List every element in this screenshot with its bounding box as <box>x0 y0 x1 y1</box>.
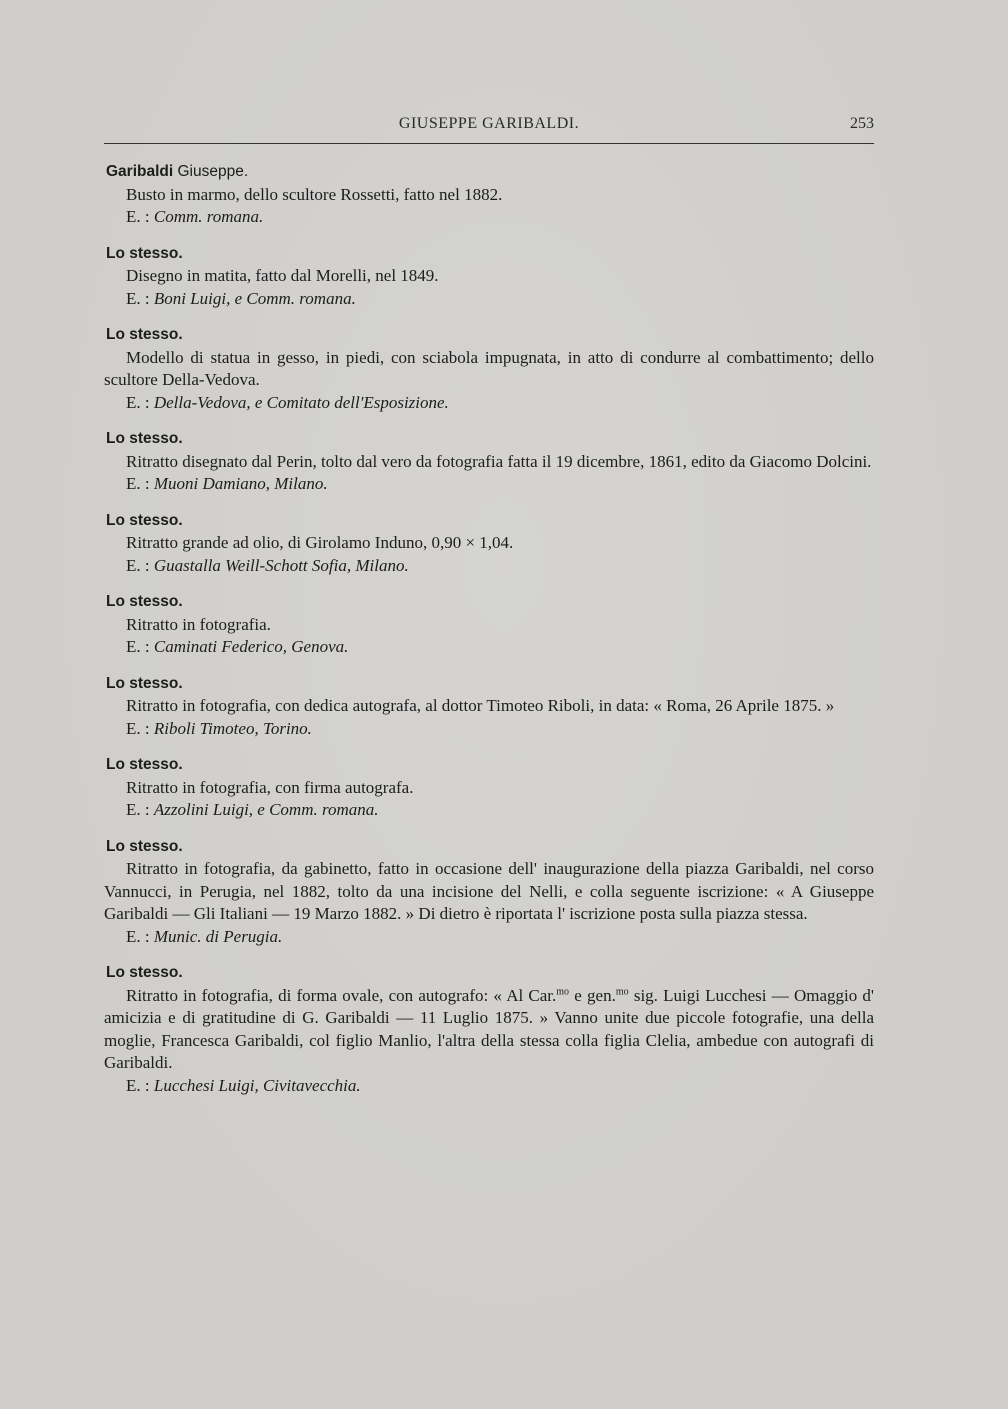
entry-description: Ritratto in fotografia. <box>126 614 271 634</box>
entry-owner: E. : Boni Luigi, e Comm. romana. <box>126 288 356 308</box>
catalog-entry <box>104 836 874 949</box>
entry-description: Busto in marmo, dello scultore Rossetti, fatto nel 1882. <box>126 184 503 204</box>
entry-heading: Lo stesso. <box>106 511 183 529</box>
entry-heading: Lo stesso. <box>106 430 183 447</box>
entries-list <box>104 161 874 948</box>
entry-description: Ritratto in fotografia, di forma ovale, con autografo: « Al Car.$^{mo}$ e gen.$^{mo}$ sig. Luigi Lucchesi — Omaggio d' amicizia e di gratitudine di G. Garibaldi — 11 Luglio 1875. » Vanno unite due piccole fotografie, una della moglie, Francesca Garibaldi, col figlio Manlio, l'altra della stessa colla figlia Clelia, ambedue con autografi di Garibaldi. <box>104 985 874 1072</box>
entry-description: Ritratto disegnato dal Perin, tolto dal vero da fotografia fatta il 19 dicembre, 1861, edito da Giacomo Dolcini. <box>126 451 872 471</box>
page-header <box>104 113 874 144</box>
entry-heading: Lo stesso. <box>106 756 183 773</box>
entry-heading: Lo stesso. <box>106 837 183 855</box>
catalog-entry <box>104 962 874 1097</box>
running-title: GIUSEPPE GARIBALDI. <box>398 115 580 132</box>
entry-description: Ritratto in fotografia, con dedica autografa, al dottor Timoteo Riboli, in data: « Roma, 26 Aprile 1875. » <box>126 696 835 715</box>
catalog-entry <box>104 324 874 414</box>
entry-owner: E. : Muoni Damiano, Milano. <box>126 474 328 493</box>
entry-owner: E. : Riboli Timoteo, Torino. <box>126 718 312 738</box>
entry-owner: E. : Comm. romana. <box>126 207 264 226</box>
entry-owner: E. : Caminati Federico, Genova. <box>126 637 349 656</box>
entry-owner: E. : Munic. di Perugia. <box>126 926 283 946</box>
entry-heading: Lo stesso. <box>106 674 183 692</box>
catalog-entry <box>104 754 874 822</box>
catalog-entry <box>104 591 874 659</box>
entry-heading: Lo stesso. <box>106 244 183 262</box>
catalog-entry <box>104 161 874 229</box>
entry-owner: E. : Guastalla Weill-Schott Sofia, Milano. <box>126 555 409 575</box>
catalog-entry <box>104 673 874 741</box>
entry-description: Ritratto grande ad olio, di Girolamo Induno, 0,90 × 1,04. <box>126 533 514 552</box>
entry-description: Modello di statua in gesso, in piedi, con sciabola impugnata, in atto di condurre al combattimento; dello scultore Della-Vedova. <box>104 347 874 389</box>
entry-owner: E. : Lucchesi Luigi, Civitavecchia. <box>126 1075 361 1095</box>
catalog-entry <box>104 510 874 578</box>
entry-heading: Lo stesso. <box>106 593 183 610</box>
catalog-entries <box>104 161 874 1111</box>
entry-description: Ritratto in fotografia, con firma autografa. <box>126 777 414 797</box>
entry-heading: Garibaldi Giuseppe. <box>106 163 249 180</box>
entry-owner: E. : Della-Vedova, e Comitato dell'Esposizione. <box>126 392 449 412</box>
entry-description: Ritratto in fotografia, da gabinetto, fatto in occasione dell' inaugurazione della piazza Garibaldi, nel corso Vannucci, in Perugia, nel 1882, tolto da una incisione del Nelli, e colla seguente iscrizione: « A Giuseppe Garibaldi — Gli Italiani — 19 Marzo 1882. » Di dietro è riportata l' iscrizione posta sulla piazza stessa. <box>104 859 874 923</box>
catalog-entry <box>104 428 874 496</box>
entry-owner: E. : Azzolini Luigi, e Comm. romana. <box>126 800 379 819</box>
entry-description: Disegno in matita, fatto dal Morelli, nel 1849. <box>126 266 439 285</box>
page-number: 253 <box>850 115 874 132</box>
entry-heading: Lo stesso. <box>106 326 183 343</box>
catalog-entry <box>104 243 874 311</box>
entry-heading: Lo stesso. <box>106 964 183 981</box>
